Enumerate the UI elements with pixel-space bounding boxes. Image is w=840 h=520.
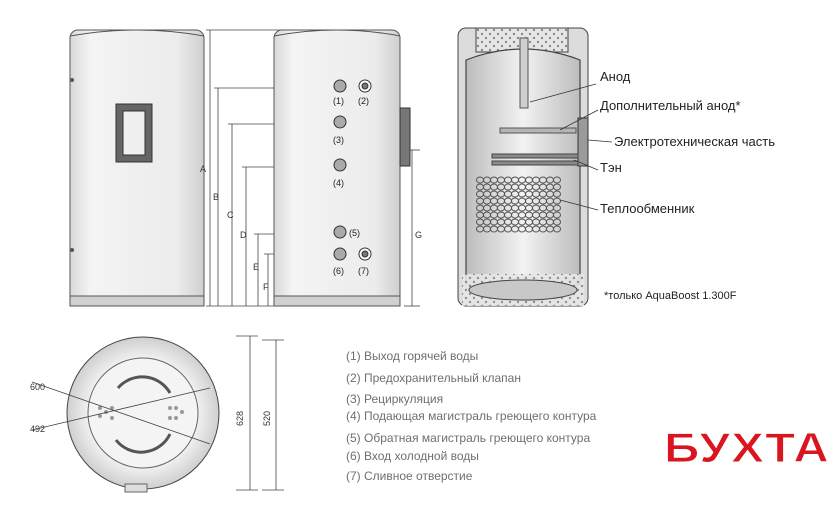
svg-text:БУХТА: БУХТА [664,424,830,471]
port-1-number: (1) [333,96,344,106]
port-4-number: (4) [333,178,344,188]
port-2-number: (2) [358,96,369,106]
cutaway-view [458,28,588,306]
legend-item-5: (5) Обратная магистраль греющего контура [346,431,591,445]
legend-item-7: (7) Сливное отверстие [346,469,473,483]
legend-item-2: (2) Предохранительный клапан [346,371,521,385]
footnote: *только AquaBoost 1.300F [604,290,737,302]
port-6-number: (6) [333,266,344,276]
port-3-connector [334,116,346,128]
legend-item-4: (4) Подающая магистраль греющего контура [346,409,597,423]
label-electrical: Электротехническая часть [614,134,775,149]
legend-item-1: (1) Выход горячей воды [346,349,479,363]
label-anode: Анод [600,69,631,84]
dim-c-label: C [227,210,234,220]
dim-b-label: B [213,192,220,202]
dim-g-label: G [415,230,423,240]
dim-d-label: D [240,230,247,240]
port-5-number: (5) [349,228,360,238]
label-heat-exchanger: Теплообменник [600,201,695,216]
port-7-number: (7) [358,266,369,276]
top-view-circle [32,337,219,492]
port-6-connector [334,248,346,260]
label-extra-anode: Дополнительный анод* [600,98,741,113]
port-4-connector [334,159,346,171]
dim-492-label: 492 [30,424,46,434]
port-3-number: (3) [333,135,344,145]
connection-legend [346,349,597,483]
port-5-connector [334,226,346,238]
dim-520-label: 520 [262,410,272,426]
dim-e-label: E [253,262,260,272]
port-1-connector [334,80,346,92]
dim-600-label: 600 [30,382,46,392]
legend-item-6: (6) Вход холодной воды [346,449,479,463]
label-heater: Тэн [600,160,622,175]
buhta-logo [664,424,830,471]
dim-f-label: F [263,282,269,292]
dim-a-label: A [200,164,207,174]
legend-item-3: (3) Рециркуляция [346,392,444,406]
dim-628-label: 628 [235,410,245,426]
front-view-tank [70,30,207,306]
